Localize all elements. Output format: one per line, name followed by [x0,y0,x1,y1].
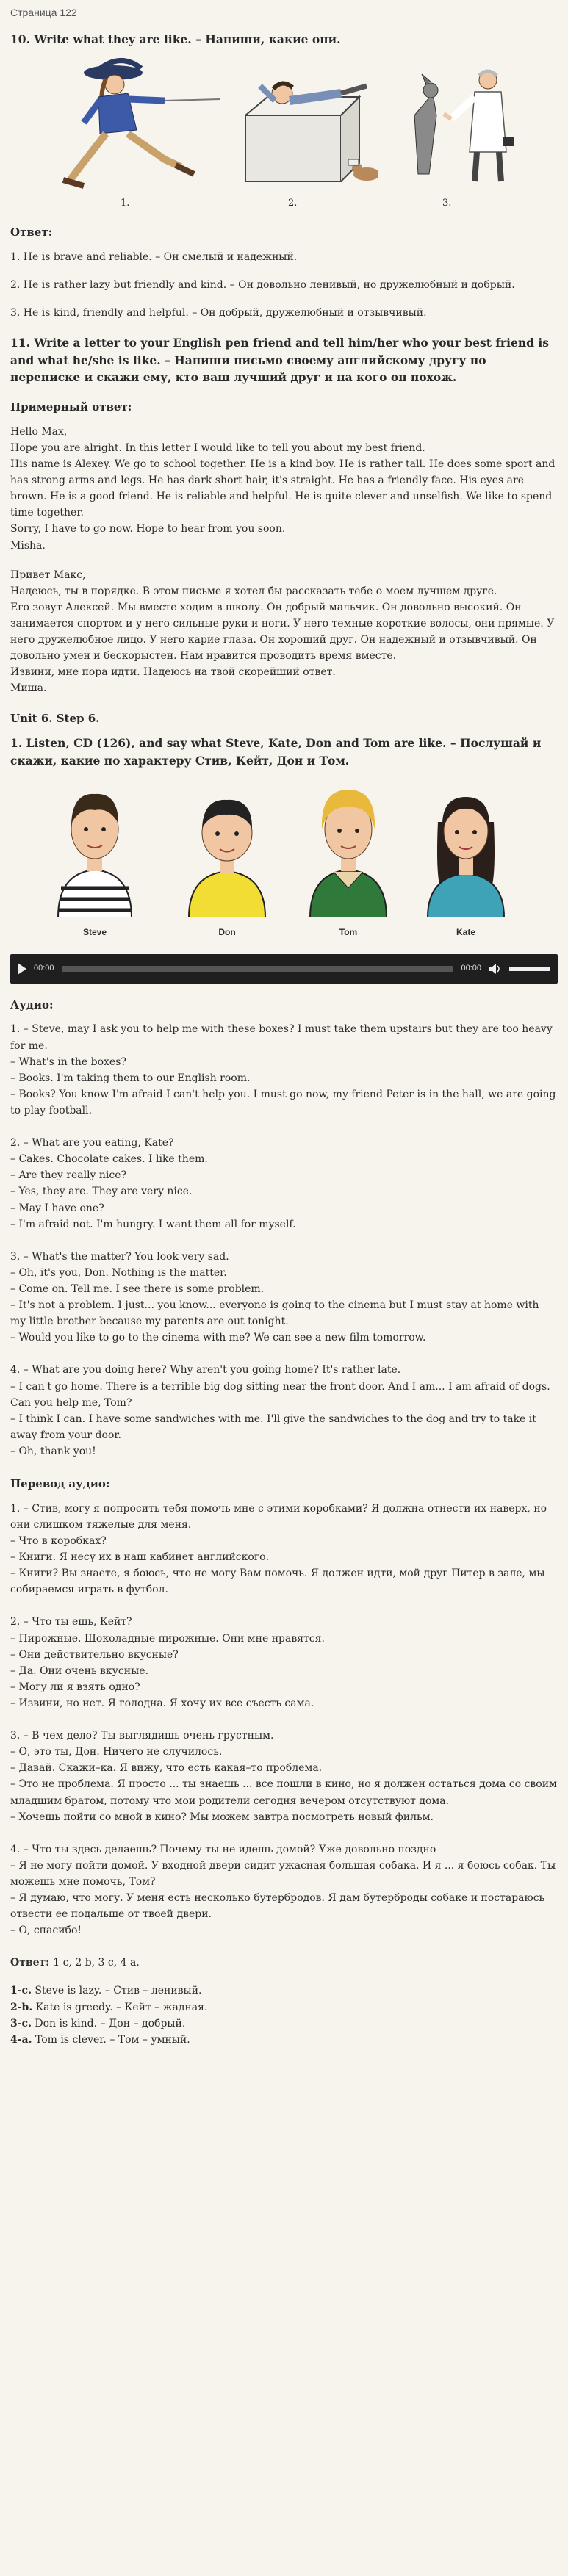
ex11-answer-label: Примерный ответ: [10,400,132,414]
dialog-line: – Come on. Tell me. I see there is some problem. [10,1282,265,1295]
play-icon[interactable] [18,963,26,975]
dialog-line: 3. – В чем дело? Ты выглядишь очень грустным. [10,1730,274,1742]
dialog-en-2 [10,1135,558,1233]
dialog-line: – Oh, it's you, Don. Nothing is the matter. [10,1266,227,1279]
dialog-line: – Давай. Скажи–ка. Я вижу, что есть какая–то проблема. [10,1762,323,1775]
letter-ru-line: Миша. [10,682,47,695]
musketeer-illustration [54,57,223,189]
dialog-ru-3 [10,1728,558,1825]
dialog-line: – May I have one? [10,1202,104,1214]
kid-tom [301,778,396,939]
kate-portrait [422,778,510,917]
dialog-line: – Они действительно вкусные? [10,1648,179,1661]
volume-slider[interactable] [509,967,550,971]
match-key: 3-c. [10,2017,32,2030]
kids-illustration [10,778,558,947]
dialog-line: – I can't go home. There is a terrible big dog sitting near the front door. And I am... I am afraid of dogs. Can you help me, Tom? [10,1380,550,1409]
ex1-answer-value: 1 c, 2 b, 3 c, 4 a. [53,1957,140,1969]
dialog-line: – Книги? Вы знаете, я боюсь, что не могу Вам помочь. Я должен идти, мой друг Питер в зале, мы собираемся играть в футбол. [10,1567,545,1596]
ex11-title: 11. Write a letter to your English pen friend and tell him/her who your best friend is and what he/she is like. – Напиши письмо своему английскому другу по переписке и скажи ему, кто ваш лучший друг и на кого он похож. [10,336,549,384]
letter-english [10,424,558,554]
dialog-line: 2. – What are you eating, Kate? [10,1137,174,1150]
dialog-line: – Пирожные. Шоколадные пирожные. Они мне нравятся. [10,1632,325,1645]
match-key: 4-a. [10,2033,32,2046]
dialog-line: – Да. Они очень вкусные. [10,1664,148,1677]
kid-name: Kate [456,926,475,937]
ex10-answer-label: Ответ: [10,226,53,239]
dialog-line: 1. – Steve, may I ask you to help me with these boxes? I must take them upstairs but they are too heavy for me. [10,1023,553,1052]
kid-steve [47,778,143,939]
steve-portrait [51,778,139,917]
dialog-line: – Oh, thank you! [10,1445,96,1457]
fig-number-1: 1. [121,198,130,209]
letter-en-line: Misha. [10,539,46,552]
audio-label: Аудио: [10,997,54,1011]
don-portrait [183,778,271,917]
dialog-line: – Я не могу пойти домой. У входной двери сидит ужасная большая собака. И я ... я боюсь собак. Ты можешь мне помочь, Том? [10,1859,556,1888]
page-label: Страница 122 [10,7,77,18]
audio-current-time: 00:00 [34,964,54,973]
ex1-answer [10,1955,558,1971]
dialog-line: – It's not a problem. I just... you know... everyone is going to the cinema but I must stay at home with my little brother because my parents are out tonight. [10,1299,539,1328]
dialog-line: – Это не проблема. Я просто ... ты знаешь ... все пошли в кино, но я должен остаться дома со своим младшим братом, потому что мои родители сегодня вечером отсутствуют дома. [10,1778,557,1807]
match-item [10,2032,558,2048]
kid-name: Don [218,926,236,937]
dialog-ru-4 [10,1841,558,1939]
ex1-title: 1. Listen, CD (126), and say what Steve, Kate, Don and Tom are like. – Послушай и скажи, какие по характеру Стив, Кейт, Дон и Том. [10,736,542,768]
vet-illustration [392,64,517,189]
letter-ru-line: Извини, мне пора идти. Надеюсь на твой скорейший ответ. [10,666,336,679]
letter-en-line: His name is Alexey. We go to school together. He is a kind boy. He is rather tall. He does some sport and has strong arms and legs. He has dark short hair, it's straight. He has a friendly face. His eyes are brown. He is a good friend. He is reliable and helpful. He is quite clever and unselfish. We like to spend time together. [10,458,556,519]
letter-en-line: Hello Max, [10,425,68,438]
tom-portrait [304,778,392,917]
dialog-line: 4. – Что ты здесь делаешь? Почему ты не идешь домой? Уже довольно поздно [10,1843,436,1855]
dialog-line: – Я думаю, что могу. У меня есть несколько бутербродов. Я дам бутерброды собаке и постараюсь отвести ее подальше от твоей двери. [10,1892,545,1921]
dialog-line: – Yes, they are. They are very nice. [10,1186,193,1198]
dialog-ru-2 [10,1614,558,1711]
match-text: Don is kind. – Дон – добрый. [35,2017,186,2030]
match-key: 2-b. [10,2001,33,2013]
kid-name: Steve [82,926,107,937]
dialog-line: 2. – Что ты ешь, Кейт? [10,1616,132,1628]
dialog-line: – I'm afraid not. I'm hungry. I want them all for myself. [10,1218,296,1230]
dialog-line: – I think I can. I have some sandwiches with me. I'll give the sandwiches to the dog and try to take it away from your door. [10,1413,536,1441]
match-list [10,1982,558,2047]
letter-ru-line: Надеюсь, ты в порядке. В этом письме я хотел бы рассказать тебе о моем лучшем друге. [10,585,497,597]
letter-en-line: Hope you are alright. In this letter I would like to tell you about my best friend. [10,441,425,454]
dialog-line: – Извини, но нет. Я голодна. Я хочу их все съесть сама. [10,1697,314,1709]
match-item [10,1982,558,1999]
letter-en-line: Sorry, I have to go now. Hope to hear from you soon. [10,523,286,535]
ex10-illustration [10,57,558,211]
match-item [10,1999,558,2016]
lazy-boy-illustration [231,71,378,189]
ex10-answer-2: 2. He is rather lazy but friendly and kind. – Он довольно ленивый, но дружелюбный и добрый. [10,279,515,292]
dialog-line: – Books? You know I'm afraid I can't help you. I must go now, my friend Peter is in the hall, we are going to play football. [10,1088,556,1116]
ex10-answer-3: 3. He is kind, friendly and helpful. – Он добрый, дружелюбный и отзывчивый. [10,307,427,320]
dialog-line: 4. – What are you doing here? Why aren't you going home? It's rather late. [10,1364,401,1377]
dialog-line: – Книги. Я несу их в наш кабинет английского. [10,1551,270,1564]
kid-don [179,778,275,939]
dialog-line: – Cakes. Chocolate cakes. I like them. [10,1153,208,1166]
kid-kate [418,778,514,939]
dialog-line: – What's in the boxes? [10,1056,126,1068]
dialog-line: 3. – What's the matter? You look very sad. [10,1250,229,1263]
dialog-line: – Are they really nice? [10,1169,127,1182]
match-text: Tom is clever. – Том – умный. [35,2033,190,2046]
dialog-line: 1. – Стив, могу я попросить тебя помочь мне с этими коробками? Я должна отнести их наверх, но они слишком тяжелые для меня. [10,1502,547,1531]
unit-title: Unit 6. Step 6. [10,711,100,725]
dialog-line: – Books. I'm taking them to our English room. [10,1072,251,1084]
match-text: Kate is greedy. – Кейт – жадная. [35,2001,208,2013]
audio-progress-track[interactable] [62,966,454,972]
dialog-en-1 [10,1021,558,1119]
dialog-line: – Могу ли я взять одно? [10,1681,140,1693]
match-text: Steve is lazy. – Стив – ленивый. [35,1985,202,1997]
ex10-answer-1: 1. He is brave and reliable. – Он смелый и надежный. [10,251,298,264]
dialog-line: – О, это ты, Дон. Ничего не случилось. [10,1746,223,1758]
ex10-title: 10. Write what they are like. – Напиши, какие они. [10,32,341,47]
audio-player [10,954,558,984]
translation-label: Перевод аудио: [10,1477,110,1491]
letter-ru-line: Привет Макс, [10,569,86,581]
fig-number-2: 2. [288,198,298,209]
dialog-line: – Хочешь пойти со мной в кино? Мы можем завтра посмотреть новый фильм. [10,1811,434,1823]
dialog-line: – Что в коробках? [10,1534,107,1547]
ex1-answer-label: Ответ: [10,1957,50,1969]
letter-russian [10,567,558,697]
dialog-ru-1 [10,1501,558,1598]
match-item [10,2016,558,2032]
kid-name: Tom [339,926,358,937]
match-key: 1-c. [10,1985,32,1997]
dialog-en-3 [10,1249,558,1346]
fig-number-3: 3. [442,198,452,209]
audio-total-time: 00:00 [461,964,481,973]
letter-ru-line: Его зовут Алексей. Мы вместе ходим в школу. Он добрый мальчик. Он довольно высокий. Он занимается спортом и у него сильные руки и ноги. У него темные короткие волосы, они прямые. У него дружелюбное лицо. У него карие глаза. Он хороший друг. Он надежный и отзывчивый. Он довольно умен и бескорыстен. Нам нравится проводить время вместе. [10,601,555,663]
dialog-line: – О, спасибо! [10,1924,82,1937]
dialog-en-4 [10,1362,558,1460]
dialog-line: – Would you like to go to the cinema with me? We can see a new film tomorrow. [10,1332,426,1344]
volume-icon[interactable] [489,963,502,975]
